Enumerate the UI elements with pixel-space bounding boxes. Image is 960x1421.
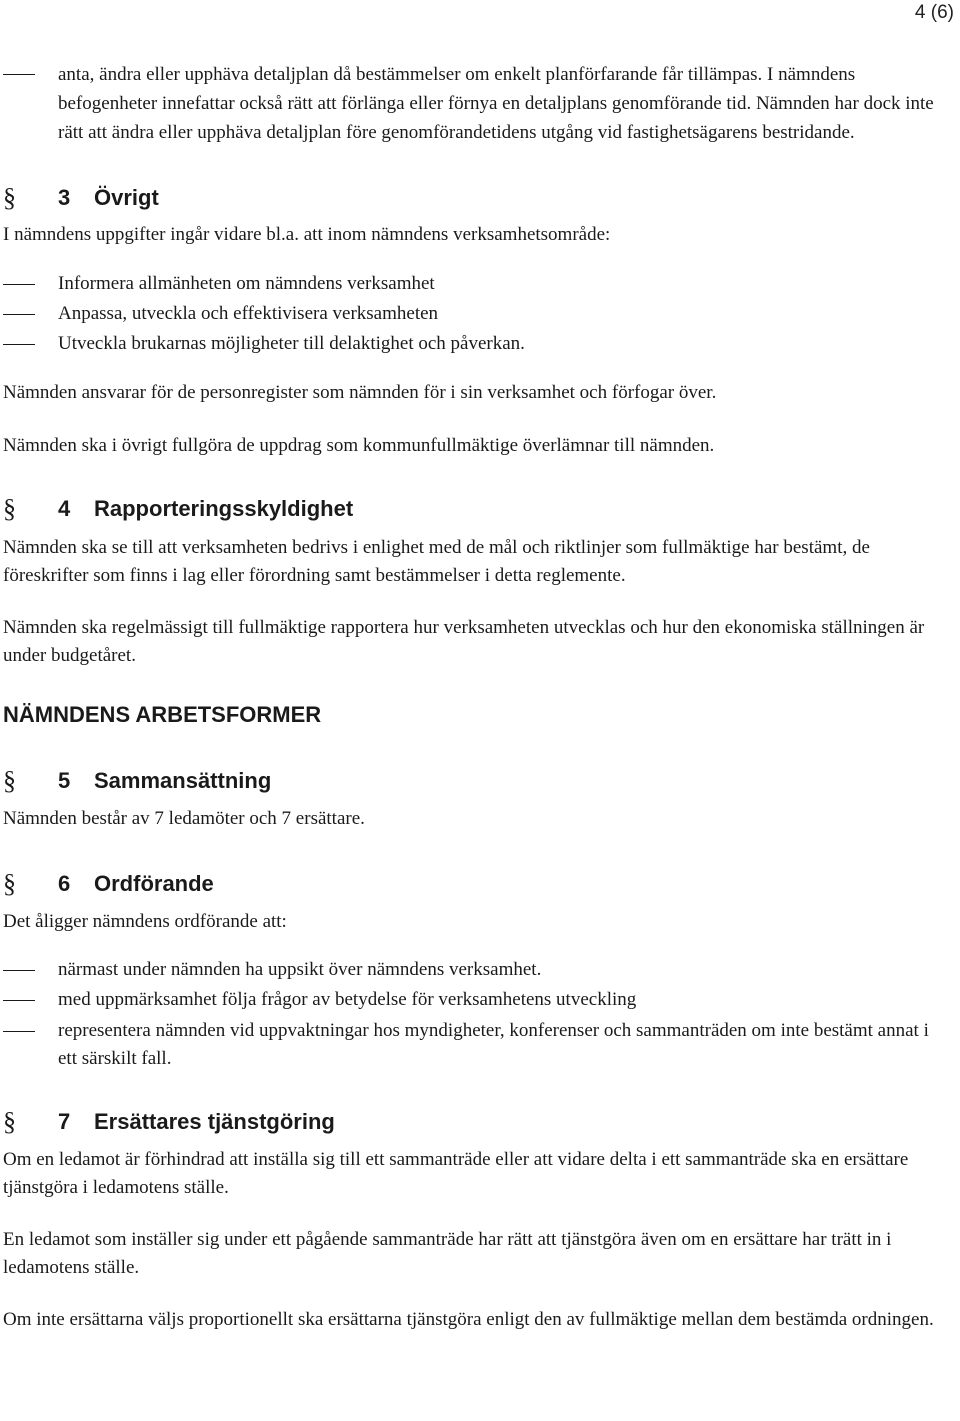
section-number: 4: [58, 496, 71, 521]
document-body: [3, 60, 948, 1334]
list-item-text: anta, ändra eller upphäva detaljplan då bestämmelser om enkelt planförfarande får tillämpas. I nämndens befogenheter innefattar också rätt att förlänga eller förnya en detaljplans genomförande tid. Nämnden har dock inte rätt att ändra eller upphäva detaljplan före genomförandetidens utgång vid fastighetsägarens bestridande.: [58, 64, 934, 143]
paragraph: Nämnden ska se till att verksamheten bedrivs i enlighet med de mål och riktlinjer som fullmäktige har bestämt, de föreskrifter som finns i lag eller förordning samt bestämmelser i detta reglemente.: [3, 537, 870, 586]
dash-bullet: [3, 314, 35, 315]
section-mark: §: [3, 869, 16, 898]
bullet-list: [3, 269, 948, 359]
list-item: [3, 955, 948, 985]
dash-bullet: [3, 1031, 35, 1032]
section-intro: I nämndens uppgifter ingår vidare bl.a. att inom nämndens verksamhetsområde:: [3, 224, 611, 245]
list-item: [3, 1017, 948, 1073]
main-heading: NÄMNDENS ARBETSFORMER: [3, 702, 322, 727]
section-heading-7: [3, 1107, 948, 1137]
page-number: 4 (6): [914, 2, 954, 23]
paragraph: Om en ledamot är förhindrad att inställa sig till ett sammanträde eller att vidare delta i ett sammanträde ska en ersättare tjänstgöra i ledamotens ställe.: [3, 1149, 909, 1198]
section-mark: §: [3, 494, 16, 523]
paragraph: Nämnden ska regelmässigt till fullmäktige rapportera hur verksamheten utvecklas och hur den ekonomiska ställningen är under budgetåret.: [3, 617, 925, 666]
section-intro: Det åligger nämndens ordförande att:: [3, 911, 287, 932]
section-mark: §: [3, 766, 16, 795]
section-number: 3: [58, 185, 71, 210]
dash-bullet: [3, 284, 35, 285]
list-item: [3, 985, 948, 1015]
list-item: [3, 299, 948, 329]
dash-bullet: [3, 74, 35, 75]
section-heading-4: [3, 494, 948, 524]
section-heading-3: [3, 183, 948, 213]
section-number: 5: [58, 768, 71, 793]
section-title: Ordförande: [94, 871, 214, 896]
list-item-text: närmast under nämnden ha uppsikt över nämndens verksamhet.: [58, 959, 542, 980]
section-heading-5: [3, 766, 948, 796]
section-number: 6: [58, 871, 71, 896]
paragraph: Om inte ersättarna väljs proportionellt ska ersättarna tjänstgöra enligt den av fullmäktige mellan dem bestämda ordningen.: [3, 1309, 934, 1330]
list-item: [3, 329, 948, 359]
section-title: Sammansättning: [94, 768, 272, 793]
section-title: Ersättares tjänstgöring: [94, 1109, 335, 1134]
dash-bullet: [3, 344, 35, 345]
dash-bullet: [3, 1000, 35, 1001]
list-item-text: representera nämnden vid uppvaktningar hos myndigheter, konferenser och sammanträden om inte bestämt annat i ett särskilt fall.: [58, 1020, 929, 1069]
section-title: Övrigt: [94, 185, 159, 210]
section-title: Rapporteringsskyldighet: [94, 496, 354, 521]
paragraph: Nämnden ansvarar för de personregister som nämnden för i sin verksamhet och förfogar över.: [3, 382, 717, 403]
list-item-text: med uppmärksamhet följa frågor av betydelse för verksamhetens utveckling: [58, 989, 637, 1010]
bullet-list: [3, 955, 948, 1073]
section-number: 7: [58, 1109, 71, 1134]
list-item-text: Informera allmänheten om nämndens verksamhet: [58, 273, 435, 294]
dash-bullet: [3, 970, 35, 971]
section-heading-6: [3, 869, 948, 899]
paragraph: Nämnden ska i övrigt fullgöra de uppdrag som kommunfullmäktige överlämnar till nämnden.: [3, 435, 715, 456]
section-mark: §: [3, 1107, 16, 1136]
paragraph: Nämnden består av 7 ledamöter och 7 ersättare.: [3, 808, 365, 829]
list-item: [3, 60, 948, 147]
list-item-text: Utveckla brukarnas möjligheter till delaktighet och påverkan.: [58, 333, 525, 354]
section-mark: §: [3, 183, 16, 212]
paragraph: En ledamot som inställer sig under ett pågående sammanträde har rätt att tjänstgöra även om en ersättare har trätt in i ledamotens ställe.: [3, 1229, 892, 1278]
list-item-text: Anpassa, utveckla och effektivisera verksamheten: [58, 303, 439, 324]
list-item: [3, 269, 948, 299]
